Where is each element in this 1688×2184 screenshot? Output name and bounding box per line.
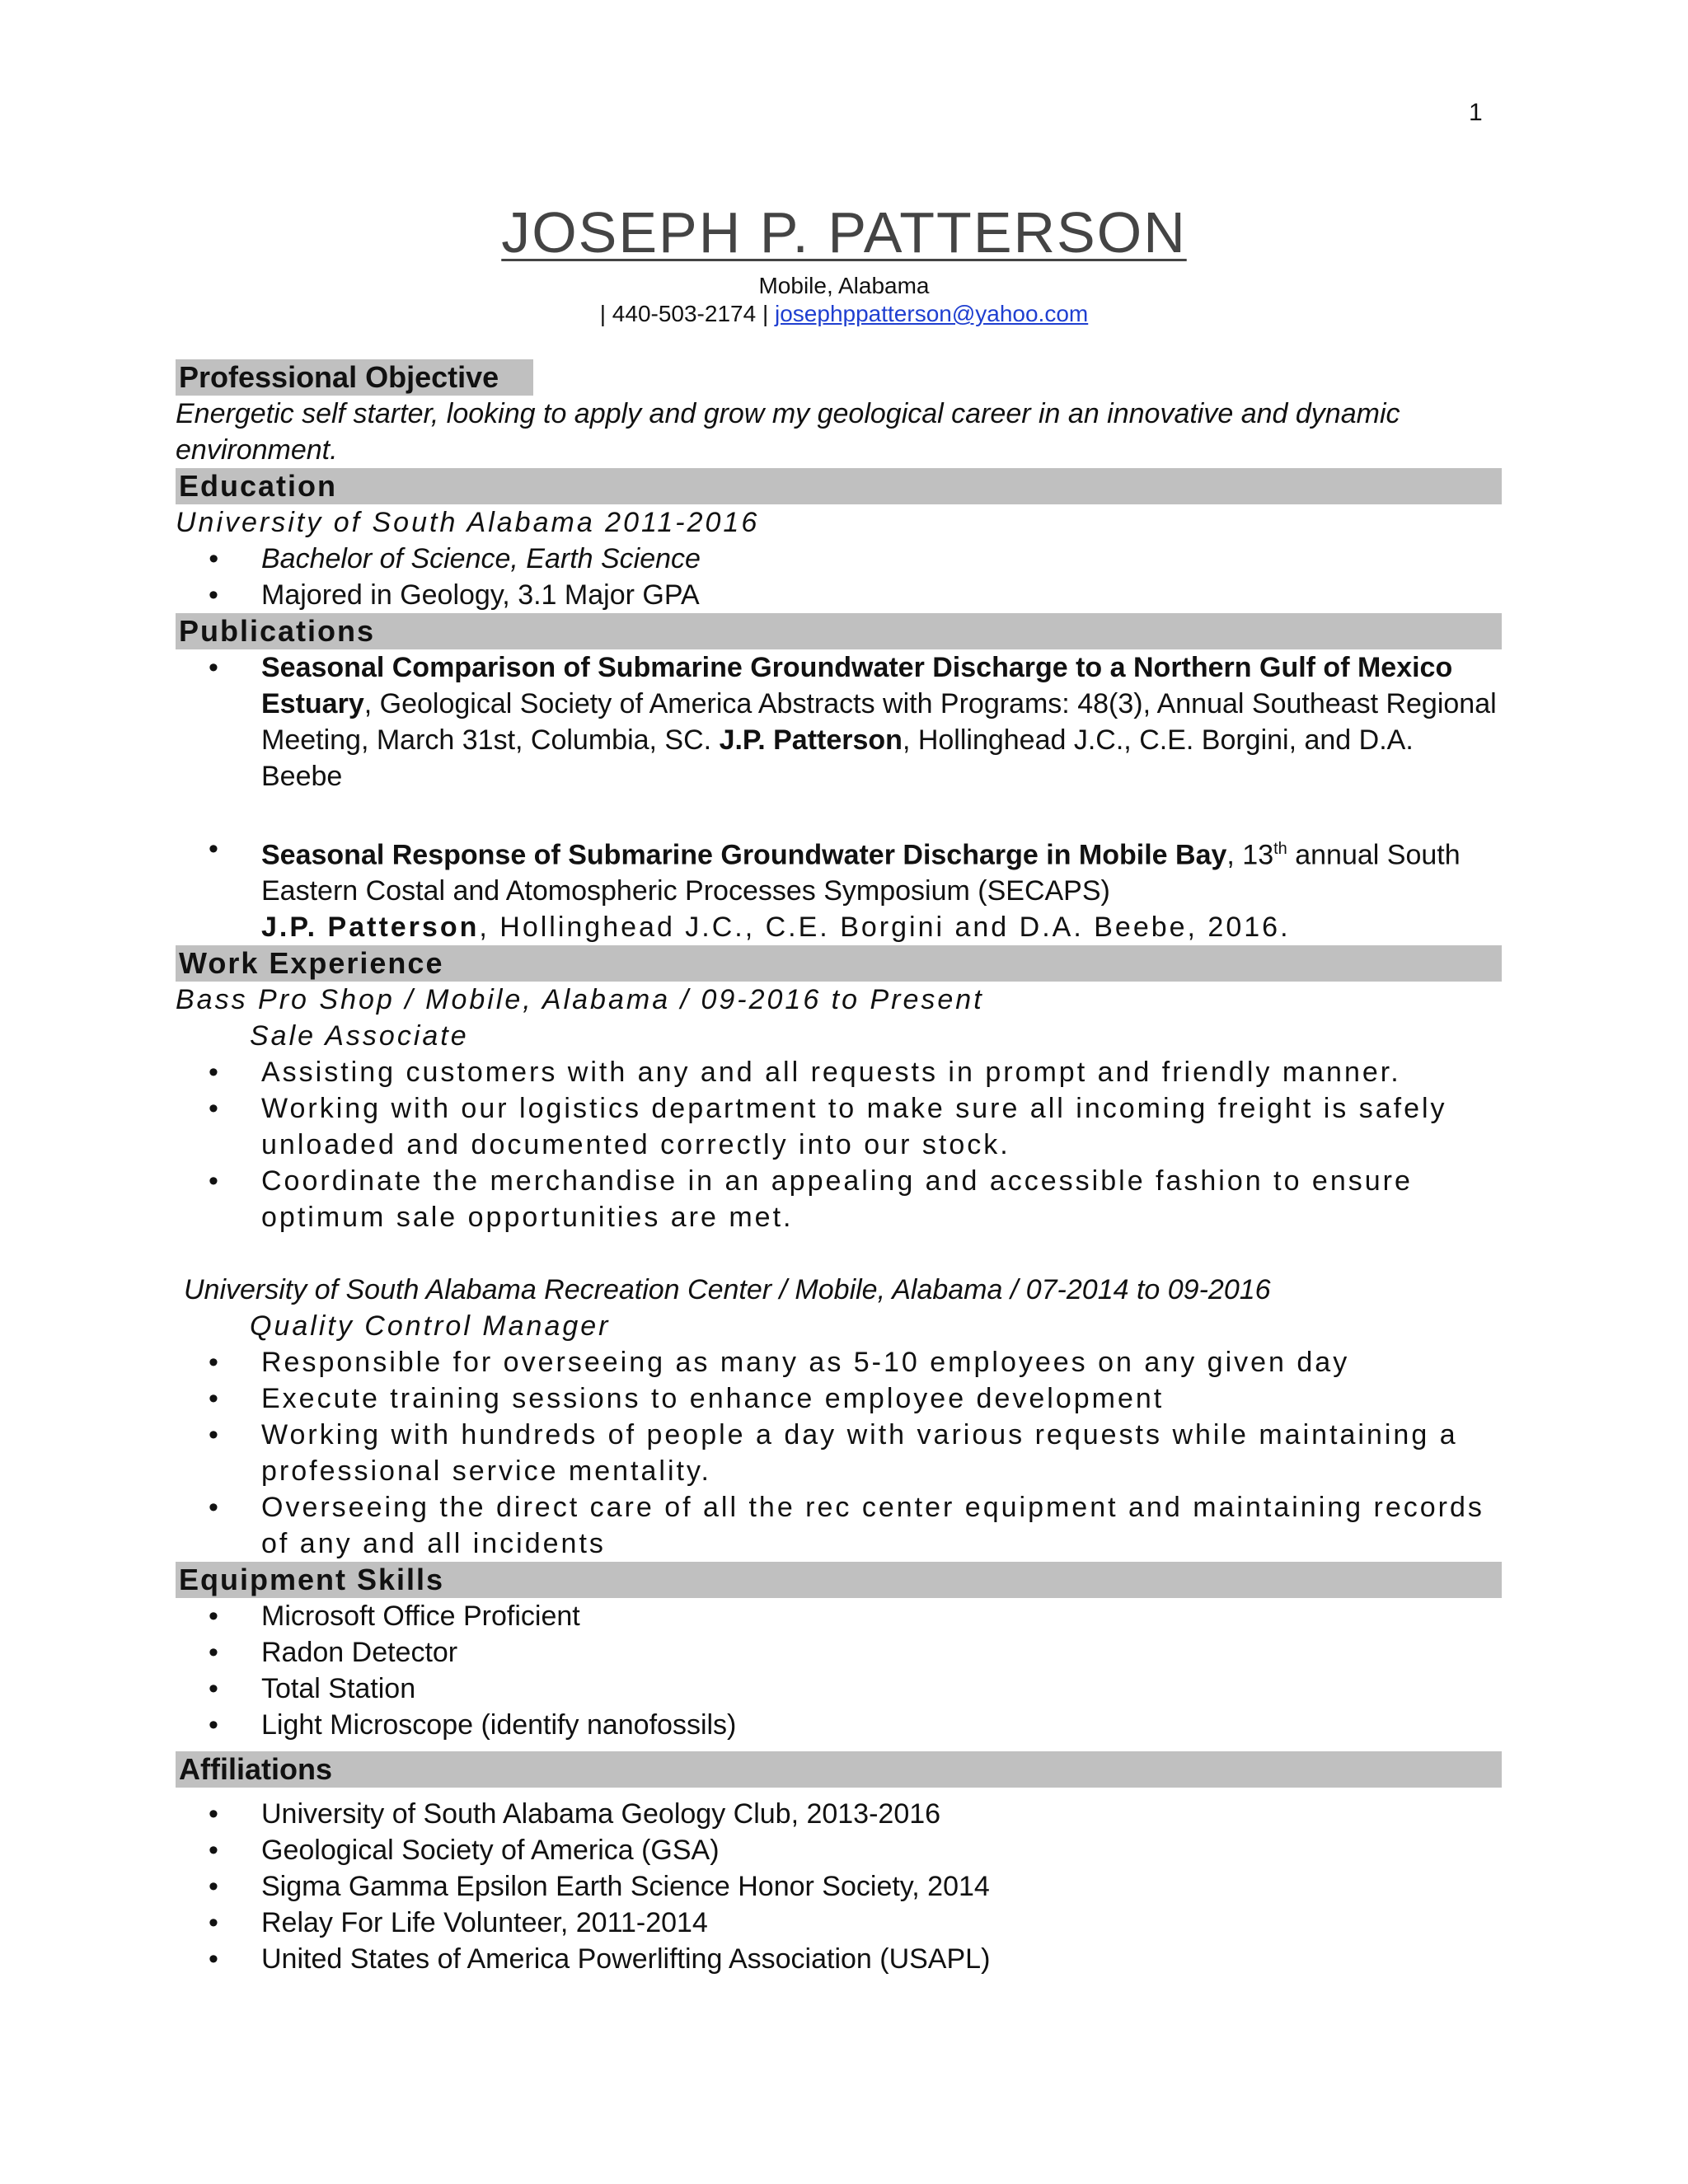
resume-body xyxy=(176,359,1502,1977)
job-employer: Bass Pro Shop / Mobile, Alabama / 09-2016 to Present xyxy=(176,984,984,1016)
list-item: • Geological Society of America (GSA) xyxy=(176,1832,1502,1868)
location: Mobile, Alabama xyxy=(758,273,930,298)
list-item: • Overseeing the direct care of all the rec center equipment and maintaining records of any and all incidents xyxy=(176,1489,1502,1562)
publications-list-2 xyxy=(176,831,1502,945)
job-employer: University of South Alabama Recreation Center / Mobile, Alabama / 07-2014 to 09-2016 xyxy=(184,1274,1271,1306)
list-item: • Working with hundreds of people a day with various requests while maintaining a professional service mentality. xyxy=(176,1417,1502,1489)
page-number: 1 xyxy=(1469,99,1483,126)
publication-detail: , 13 xyxy=(1226,839,1274,871)
list-item: • Working with our logistics department to make sure all incoming freight is safely unloaded and documented correctly into our stock. xyxy=(176,1090,1502,1163)
list-item: • Bachelor of Science, Earth Science xyxy=(176,541,1502,577)
publication-item xyxy=(176,649,1502,794)
phone: | 440-503-2174 | xyxy=(599,301,776,326)
publication-title: Seasonal Response of Submarine Groundwater Discharge in Mobile Bay xyxy=(261,839,1227,871)
skills-title: Equipment Skills xyxy=(179,1563,445,1597)
section-title-objective: Professional Objective xyxy=(176,359,533,396)
publication-detail: annual South Eastern Costal and Atomospheric Processes Symposium (SECAPS) xyxy=(261,839,1461,907)
publication-coauthors: , Hollinghead J.C., C.E. Borgini and D.A. Beebe, 2016. xyxy=(479,912,1291,944)
list-item: • Radon Detector xyxy=(176,1634,1502,1671)
list-item: • Sigma Gamma Epsilon Earth Science Honor Society, 2014 xyxy=(176,1868,1502,1905)
work-title: Work Experience xyxy=(179,946,444,981)
publication-detail: , Geological Society of America Abstracts with Programs: 48(3), Annual Southeast Regional Meeting, March 31st, Columbia, SC. xyxy=(261,688,1497,756)
publications-title: Publications xyxy=(179,614,376,648)
section-title-publications xyxy=(176,613,1502,649)
email-link[interactable]: josephppatterson@yahoo.com xyxy=(775,301,1089,326)
publication-title: Seasonal Comparison of Submarine Groundwater Discharge to a Northern Gulf of Mexico Estuary xyxy=(261,652,1453,719)
list-item: • Coordinate the merchandise in an appealing and accessible fashion to ensure optimum sale opportunities are met. xyxy=(176,1163,1502,1235)
list-item: • United States of America Powerlifting Association (USAPL) xyxy=(176,1941,1502,1977)
affiliations-title: Affiliations xyxy=(179,1752,332,1787)
list-item: • Majored in Geology, 3.1 Major GPA xyxy=(176,577,1502,613)
list-item: • Total Station xyxy=(176,1671,1502,1707)
resume-header xyxy=(0,198,1688,328)
list-item: • Responsible for overseeing as many as 5-10 employees on any given day xyxy=(176,1344,1502,1380)
publication-coauthors: , Hollinghead J.C., C.E. Borgini, and D.A. Beebe xyxy=(261,724,1414,792)
list-item: • Execute training sessions to enhance employee development xyxy=(176,1380,1502,1417)
section-title-education xyxy=(176,468,1502,504)
education-title: Education xyxy=(179,469,338,503)
education-list xyxy=(176,541,1502,613)
section-title-skills xyxy=(176,1562,1502,1598)
candidate-name: JOSEPH P. PATTERSON xyxy=(501,200,1187,265)
job-role: Quality Control Manager xyxy=(250,1310,611,1343)
publication-sup: th xyxy=(1273,840,1287,858)
list-item: • Microsoft Office Proficient xyxy=(176,1598,1502,1634)
job-duties xyxy=(176,1344,1502,1562)
publication-item xyxy=(176,831,1502,945)
objective-text: Energetic self starter, looking to apply and grow my geological career in an innovative and dynamic environment. xyxy=(176,398,1400,466)
publications-list xyxy=(176,649,1502,794)
publication-author: J.P. Patterson xyxy=(719,724,903,756)
section-title-work xyxy=(176,945,1502,982)
skills-list xyxy=(176,1598,1502,1743)
job-role: Sale Associate xyxy=(250,1020,469,1052)
list-item: • Relay For Life Volunteer, 2011-2014 xyxy=(176,1905,1502,1941)
contact-line xyxy=(0,300,1688,328)
section-title-affiliations xyxy=(176,1751,1502,1788)
school-line: University of South Alabama 2011-2016 xyxy=(176,507,760,538)
list-item: • Light Microscope (identify nanofossils) xyxy=(176,1707,1502,1743)
publication-author: J.P. Patterson xyxy=(261,912,480,944)
list-item: • Assisting customers with any and all requests in prompt and friendly manner. xyxy=(176,1054,1502,1090)
job-duties xyxy=(176,1054,1502,1235)
list-item: • University of South Alabama Geology Club, 2013-2016 xyxy=(176,1796,1502,1832)
affiliations-list xyxy=(176,1796,1502,1977)
